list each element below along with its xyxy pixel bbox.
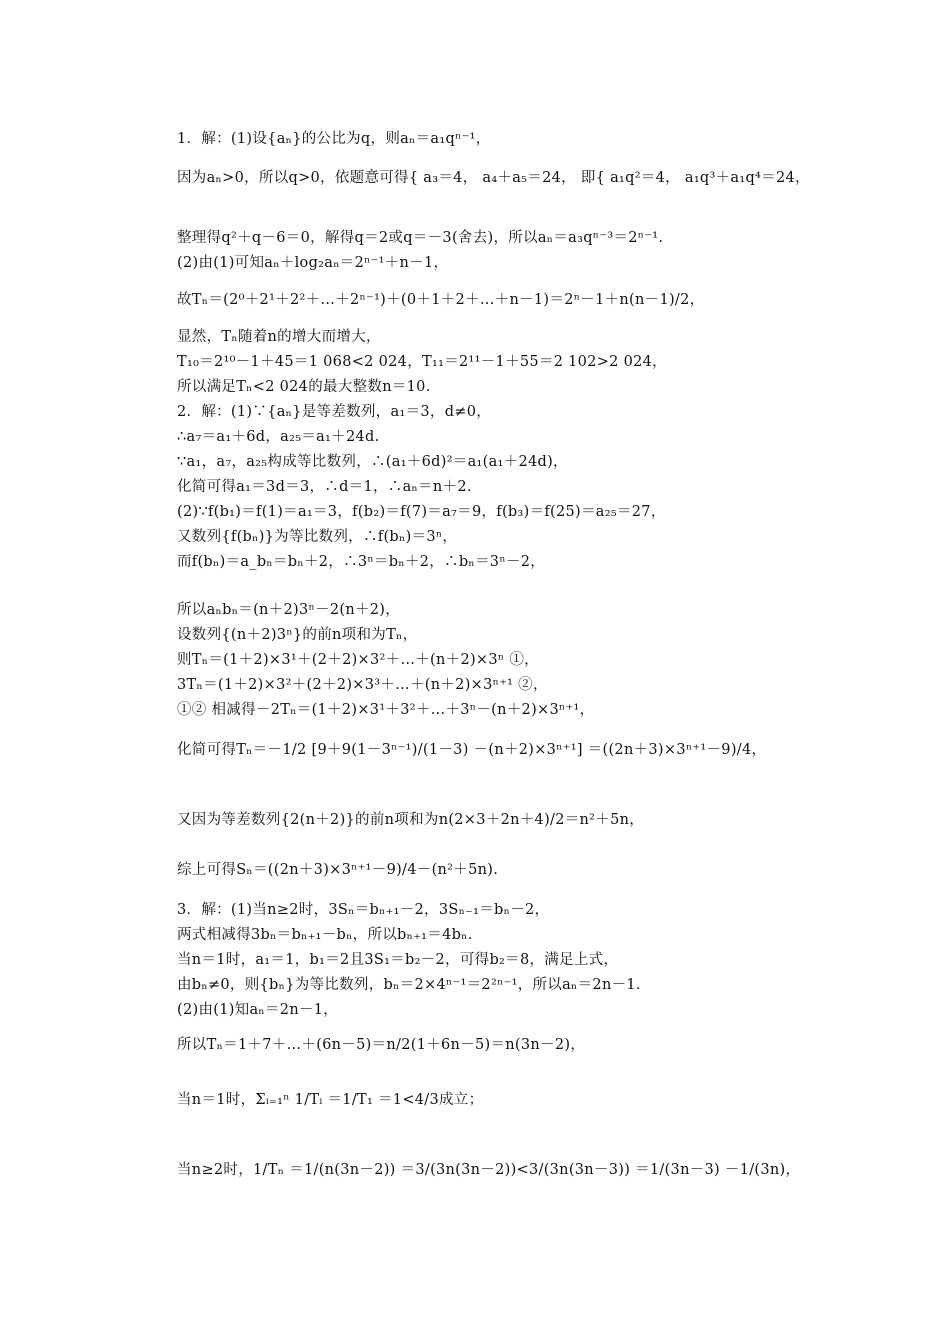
text-line: 又数列{f(bₙ)}为等比数列，∴f(bₙ)＝3ⁿ， — [177, 529, 458, 545]
text-line: 而f(bₙ)＝a_bₙ＝bₙ＋2，∴3ⁿ＝bₙ＋2，∴bₙ＝3ⁿ－2， — [177, 554, 546, 570]
text-line: 2．解：(1)∵{aₙ}是等差数列，a₁＝3，d≠0， — [177, 404, 492, 420]
text-line: (2)由(1)知aₙ＝2n－1， — [177, 1002, 339, 1018]
text-line: 显然，Tₙ随着n的增大而增大， — [177, 329, 381, 345]
text-line: 则Tₙ＝(1＋2)×3¹＋(2＋2)×3²＋…＋(n＋2)×3ⁿ ①， — [177, 652, 539, 668]
text-line: 又因为等差数列{2(n＋2)}的前n项和为n(2×3＋2n＋4)/2＝n²＋5n， — [177, 812, 645, 828]
text-line: ∴a₇＝a₁＋6d，a₂₅＝a₁＋24d. — [177, 429, 380, 445]
text-line: 由bₙ≠0，则{bₙ}为等比数列，bₙ＝2×4ⁿ⁻¹＝2²ⁿ⁻¹，所以aₙ＝2n－1. — [177, 977, 641, 993]
text-line: 故Tₙ＝(2⁰＋2¹＋2²＋…＋2ⁿ⁻¹)＋(0＋1＋2＋…＋n－1)＝2ⁿ－1＋n(n－1)/2， — [177, 292, 705, 308]
text-line: 两式相减得3bₙ＝bₙ₊₁－bₙ，所以bₙ₊₁＝4bₙ. — [177, 927, 473, 943]
text-line: 当n＝1时，a₁＝1，b₁＝2且3S₁＝b₂－2，可得b₂＝8，满足上式， — [177, 952, 619, 968]
text-line: 3Tₙ＝(1＋2)×3²＋(2＋2)×3³＋…＋(n＋2)×3ⁿ⁺¹ ②， — [177, 677, 548, 693]
text-line: ∵a₁，a₇，a₂₅构成等比数列，∴(a₁＋6d)²＝a₁(a₁＋24d)， — [177, 454, 568, 470]
text-line: 当n＝1时，Σᵢ₌₁ⁿ 1/Tᵢ ＝1/T₁ ＝1<4/3成立； — [177, 1092, 484, 1108]
text-line: 1．解：(1)设{aₙ}的公比为q，则aₙ＝a₁qⁿ⁻¹， — [177, 131, 491, 147]
text-line: T₁₀＝2¹⁰－1＋45＝1 068<2 024，T₁₁＝2¹¹－1＋55＝2 102>2 024， — [177, 354, 667, 370]
text-line: 化简可得a₁＝3d＝3，∴d＝1，∴aₙ＝n＋2. — [177, 479, 472, 495]
text-line: 因为aₙ>0，所以q>0，依题意可得{ a₃＝4， a₄＋a₅＝24， 即{ a₁q²＝4， a₁q³＋a₁q⁴＝24， — [177, 170, 810, 186]
text-line: 整理得q²＋q－6＝0，解得q＝2或q＝－3(舍去)，所以aₙ＝a₃qⁿ⁻³＝2ⁿ⁻¹. — [177, 230, 664, 246]
text-line: 化简可得Tₙ＝－1/2 [9＋9(1－3ⁿ⁻¹)/(1－3) －(n＋2)×3ⁿ⁺¹] ＝((2n＋3)×3ⁿ⁺¹－9)/4， — [177, 742, 767, 758]
text-line: (2)由(1)可知aₙ＋log₂aₙ＝2ⁿ⁻¹＋n－1， — [177, 255, 449, 271]
text-line: 当n≥2时，1/Tₙ ＝1/(n(3n－2)) ＝3/(3n(3n－2))<3/(3n(3n－3)) ＝1/(3n－3) －1/(3n)， — [177, 1162, 801, 1178]
text-line: 所以aₙbₙ＝(n＋2)3ⁿ－2(n＋2)， — [177, 602, 401, 618]
text-line: 设数列{(n＋2)3ⁿ}的前n项和为Tₙ， — [177, 627, 418, 643]
text-line: ①② 相减得－2Tₙ＝(1＋2)×3¹＋3²＋…＋3ⁿ－(n＋2)×3ⁿ⁺¹， — [177, 702, 595, 718]
text-line: 所以满足Tₙ<2 024的最大整数n＝10. — [177, 379, 431, 395]
text-line: (2)∵f(b₁)＝f(1)＝a₁＝3，f(b₂)＝f(7)＝a₇＝9，f(b₃)＝f(25)＝a₂₅＝27， — [177, 504, 666, 520]
text-line: 3．解：(1)当n≥2时，3Sₙ＝bₙ₊₁－2，3Sₙ₋₁＝bₙ－2， — [177, 902, 550, 918]
text-line: 所以Tₙ＝1＋7＋…＋(6n－5)＝n/2(1＋6n－5)＝n(3n－2)， — [177, 1037, 586, 1053]
text-line: 综上可得Sₙ＝((2n＋3)×3ⁿ⁺¹－9)/4－(n²＋5n). — [177, 862, 499, 878]
